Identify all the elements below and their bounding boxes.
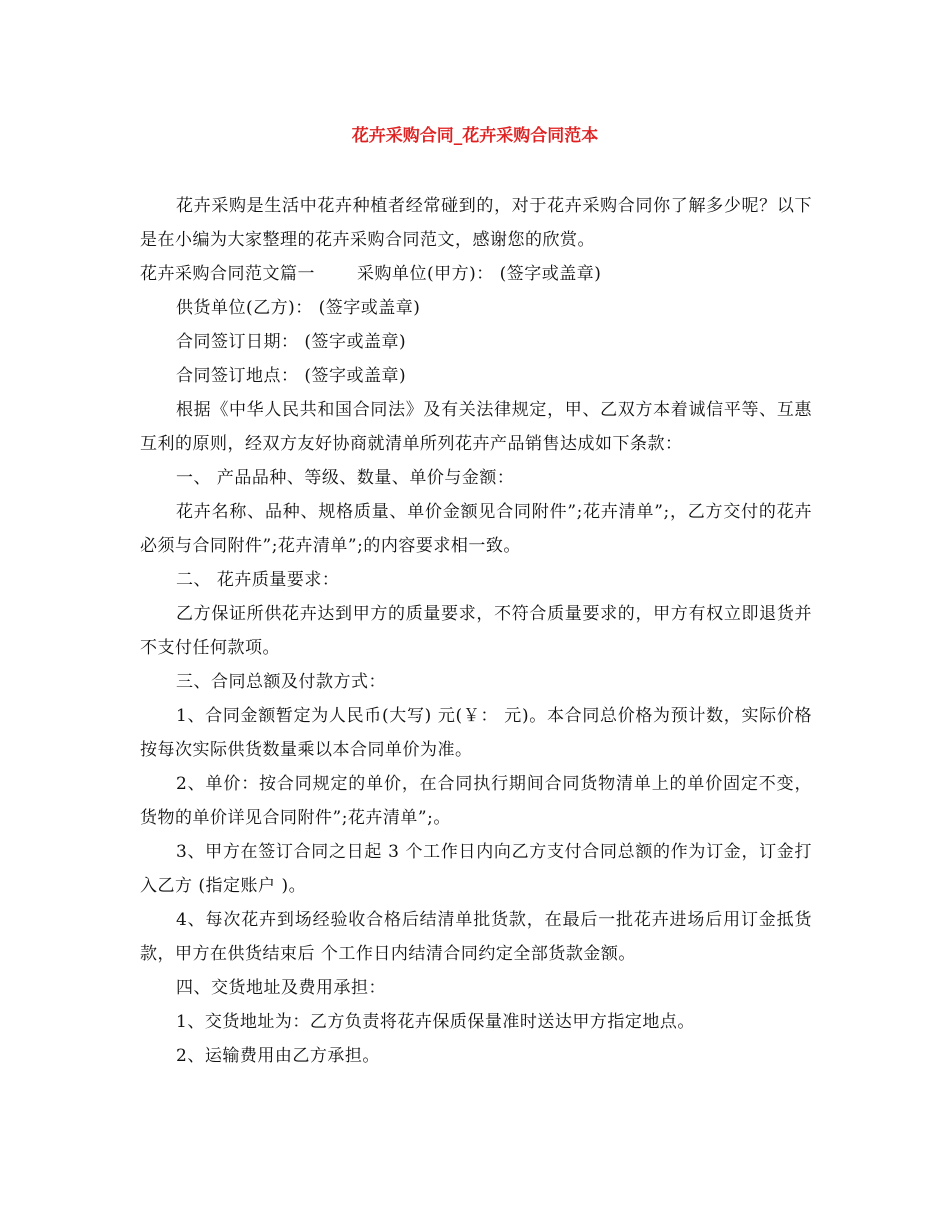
contract-heading-line bbox=[140, 257, 812, 291]
supplier-signature-line: 供货单位(乙方)： (签字或盖章) bbox=[176, 298, 421, 318]
section-3-item-1: 1、合同金额暂定为人民币(大写) 元(￥： 元)。本合同总价格为预计数，实际价格按每次实际供货数量乘以本合同单价为准。 bbox=[140, 706, 812, 760]
section-3-item-2: 2、单价：按合同规定的单价，在合同执行期间合同货物清单上的单价固定不变， 货物的单价详见合同附件”;花卉清单”;。 bbox=[140, 774, 812, 828]
section-2-heading: 二、 花卉质量要求： bbox=[176, 570, 340, 590]
signing-place-line: 合同签订地点： (签字或盖章) bbox=[176, 366, 407, 386]
document-title: 花卉采购合同_花卉采购合同范本 bbox=[351, 126, 599, 146]
section-3-heading: 三、合同总额及付款方式： bbox=[176, 672, 386, 692]
section-3-item-4: 4、每次花卉到场经验收合格后结清单批货款，在最后一批花卉进场后用订金抵货款，甲方在供货结束后 个工作日内结清合同约定全部货款金额。 bbox=[140, 910, 812, 964]
section-4-item-2: 2、运输费用由乙方承担。 bbox=[176, 1046, 380, 1066]
document-body bbox=[140, 189, 812, 1073]
section-1-paragraph: 花卉名称、品种、规格质量、单价金额见合同附件”;花卉清单”;，乙方交付的花卉必须与合同附件”;花卉清单”;的内容要求相一致。 bbox=[140, 502, 812, 556]
section-4-heading: 四、交货地址及费用承担： bbox=[176, 978, 386, 998]
section-2-paragraph: 乙方保证所供花卉达到甲方的质量要求，不符合质量要求的，甲方有权立即退货并不支付任何款项。 bbox=[140, 604, 812, 658]
intro-paragraph: 花卉采购是生活中花卉种植者经常碰到的，对于花卉采购合同你了解多少呢？以下是在小编为大家整理的花卉采购合同范文，感谢您的欣赏。 bbox=[140, 196, 812, 250]
section-1-heading: 一、 产品品种、等级、数量、单价与金额： bbox=[176, 468, 515, 488]
signing-date-line: 合同签订日期： (签字或盖章) bbox=[176, 332, 407, 352]
buyer-signature-line: 采购单位(甲方)： (签字或盖章) bbox=[357, 264, 602, 284]
section-4-item-1: 1、交货地址为：乙方负责将花卉保质保量准时送达甲方指定地点。 bbox=[176, 1012, 695, 1032]
section-3-item-3: 3、甲方在签订合同之日起 3 个工作日内向乙方支付合同总额的作为订金，订金打入乙方 (指定账户 )。 bbox=[140, 842, 812, 896]
legal-basis-paragraph: 根据《中华人民共和国合同法》及有关法律规定，甲、乙双方本着诚信平等、互惠互利的原则，经双方友好协商就清单所列花卉产品销售达成如下条款： bbox=[140, 400, 812, 454]
contract-sample-heading: 花卉采购合同范文篇一 bbox=[140, 264, 315, 284]
